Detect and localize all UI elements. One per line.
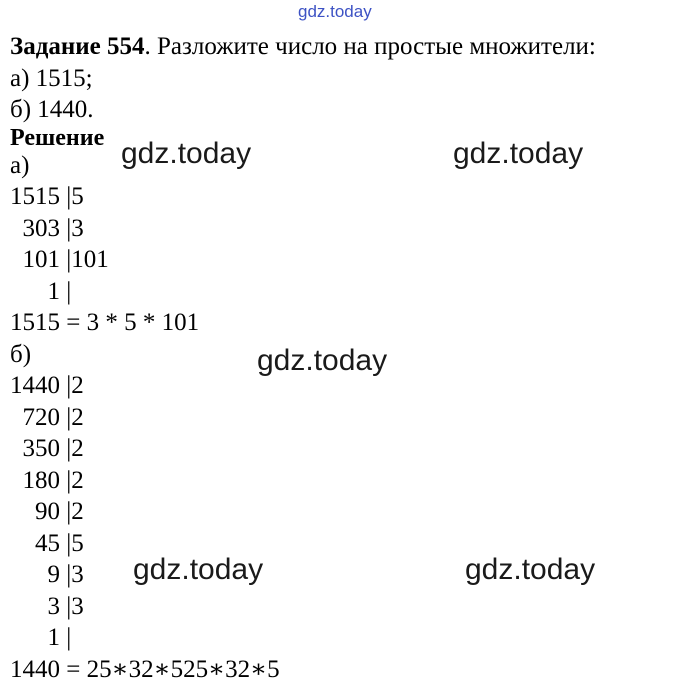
part-b-row: 3 |3 xyxy=(10,592,84,620)
part-a-row: 101 |101 xyxy=(10,246,109,273)
part-b-row: 1440 |2 xyxy=(10,372,84,399)
header-watermark: gdz.today xyxy=(298,2,372,21)
part-b-row: 45 |5 xyxy=(10,529,84,557)
part-b-label: б) xyxy=(10,340,32,368)
part-a-row: 1515 |5 xyxy=(10,183,84,210)
part-a-label: а) xyxy=(10,151,30,179)
part-b-row: 180 |2 xyxy=(10,466,84,494)
part-b-row: 9 |3 xyxy=(10,561,84,588)
watermark: gdz.today xyxy=(453,137,584,170)
task-label: Задание 554 xyxy=(10,33,145,60)
task-title-line xyxy=(10,31,596,63)
task-item-b: б) 1440. xyxy=(10,96,94,123)
watermark: gdz.today xyxy=(133,553,264,586)
part-b-row: 350 |2 xyxy=(10,435,84,462)
part-a-row: 303 |3 xyxy=(10,214,84,242)
solution-heading: Решение xyxy=(10,124,105,151)
task-text: . Разложите число на простые множители: xyxy=(144,33,596,60)
part-b-row: 1 | xyxy=(10,624,72,651)
part-a-result: 1515 = 3 * 5 * 101 xyxy=(10,309,200,336)
part-a-row: 1 | xyxy=(10,277,72,305)
watermark: gdz.today xyxy=(465,553,596,586)
part-b-row: 720 |2 xyxy=(10,403,84,431)
watermark: gdz.today xyxy=(257,344,388,377)
task-item-a: а) 1515; xyxy=(10,64,93,92)
part-b-result: 1440 = 25∗32∗525∗32∗5 xyxy=(10,655,280,683)
watermark: gdz.today xyxy=(121,137,252,170)
part-b-row: 90 |2 xyxy=(10,498,84,525)
